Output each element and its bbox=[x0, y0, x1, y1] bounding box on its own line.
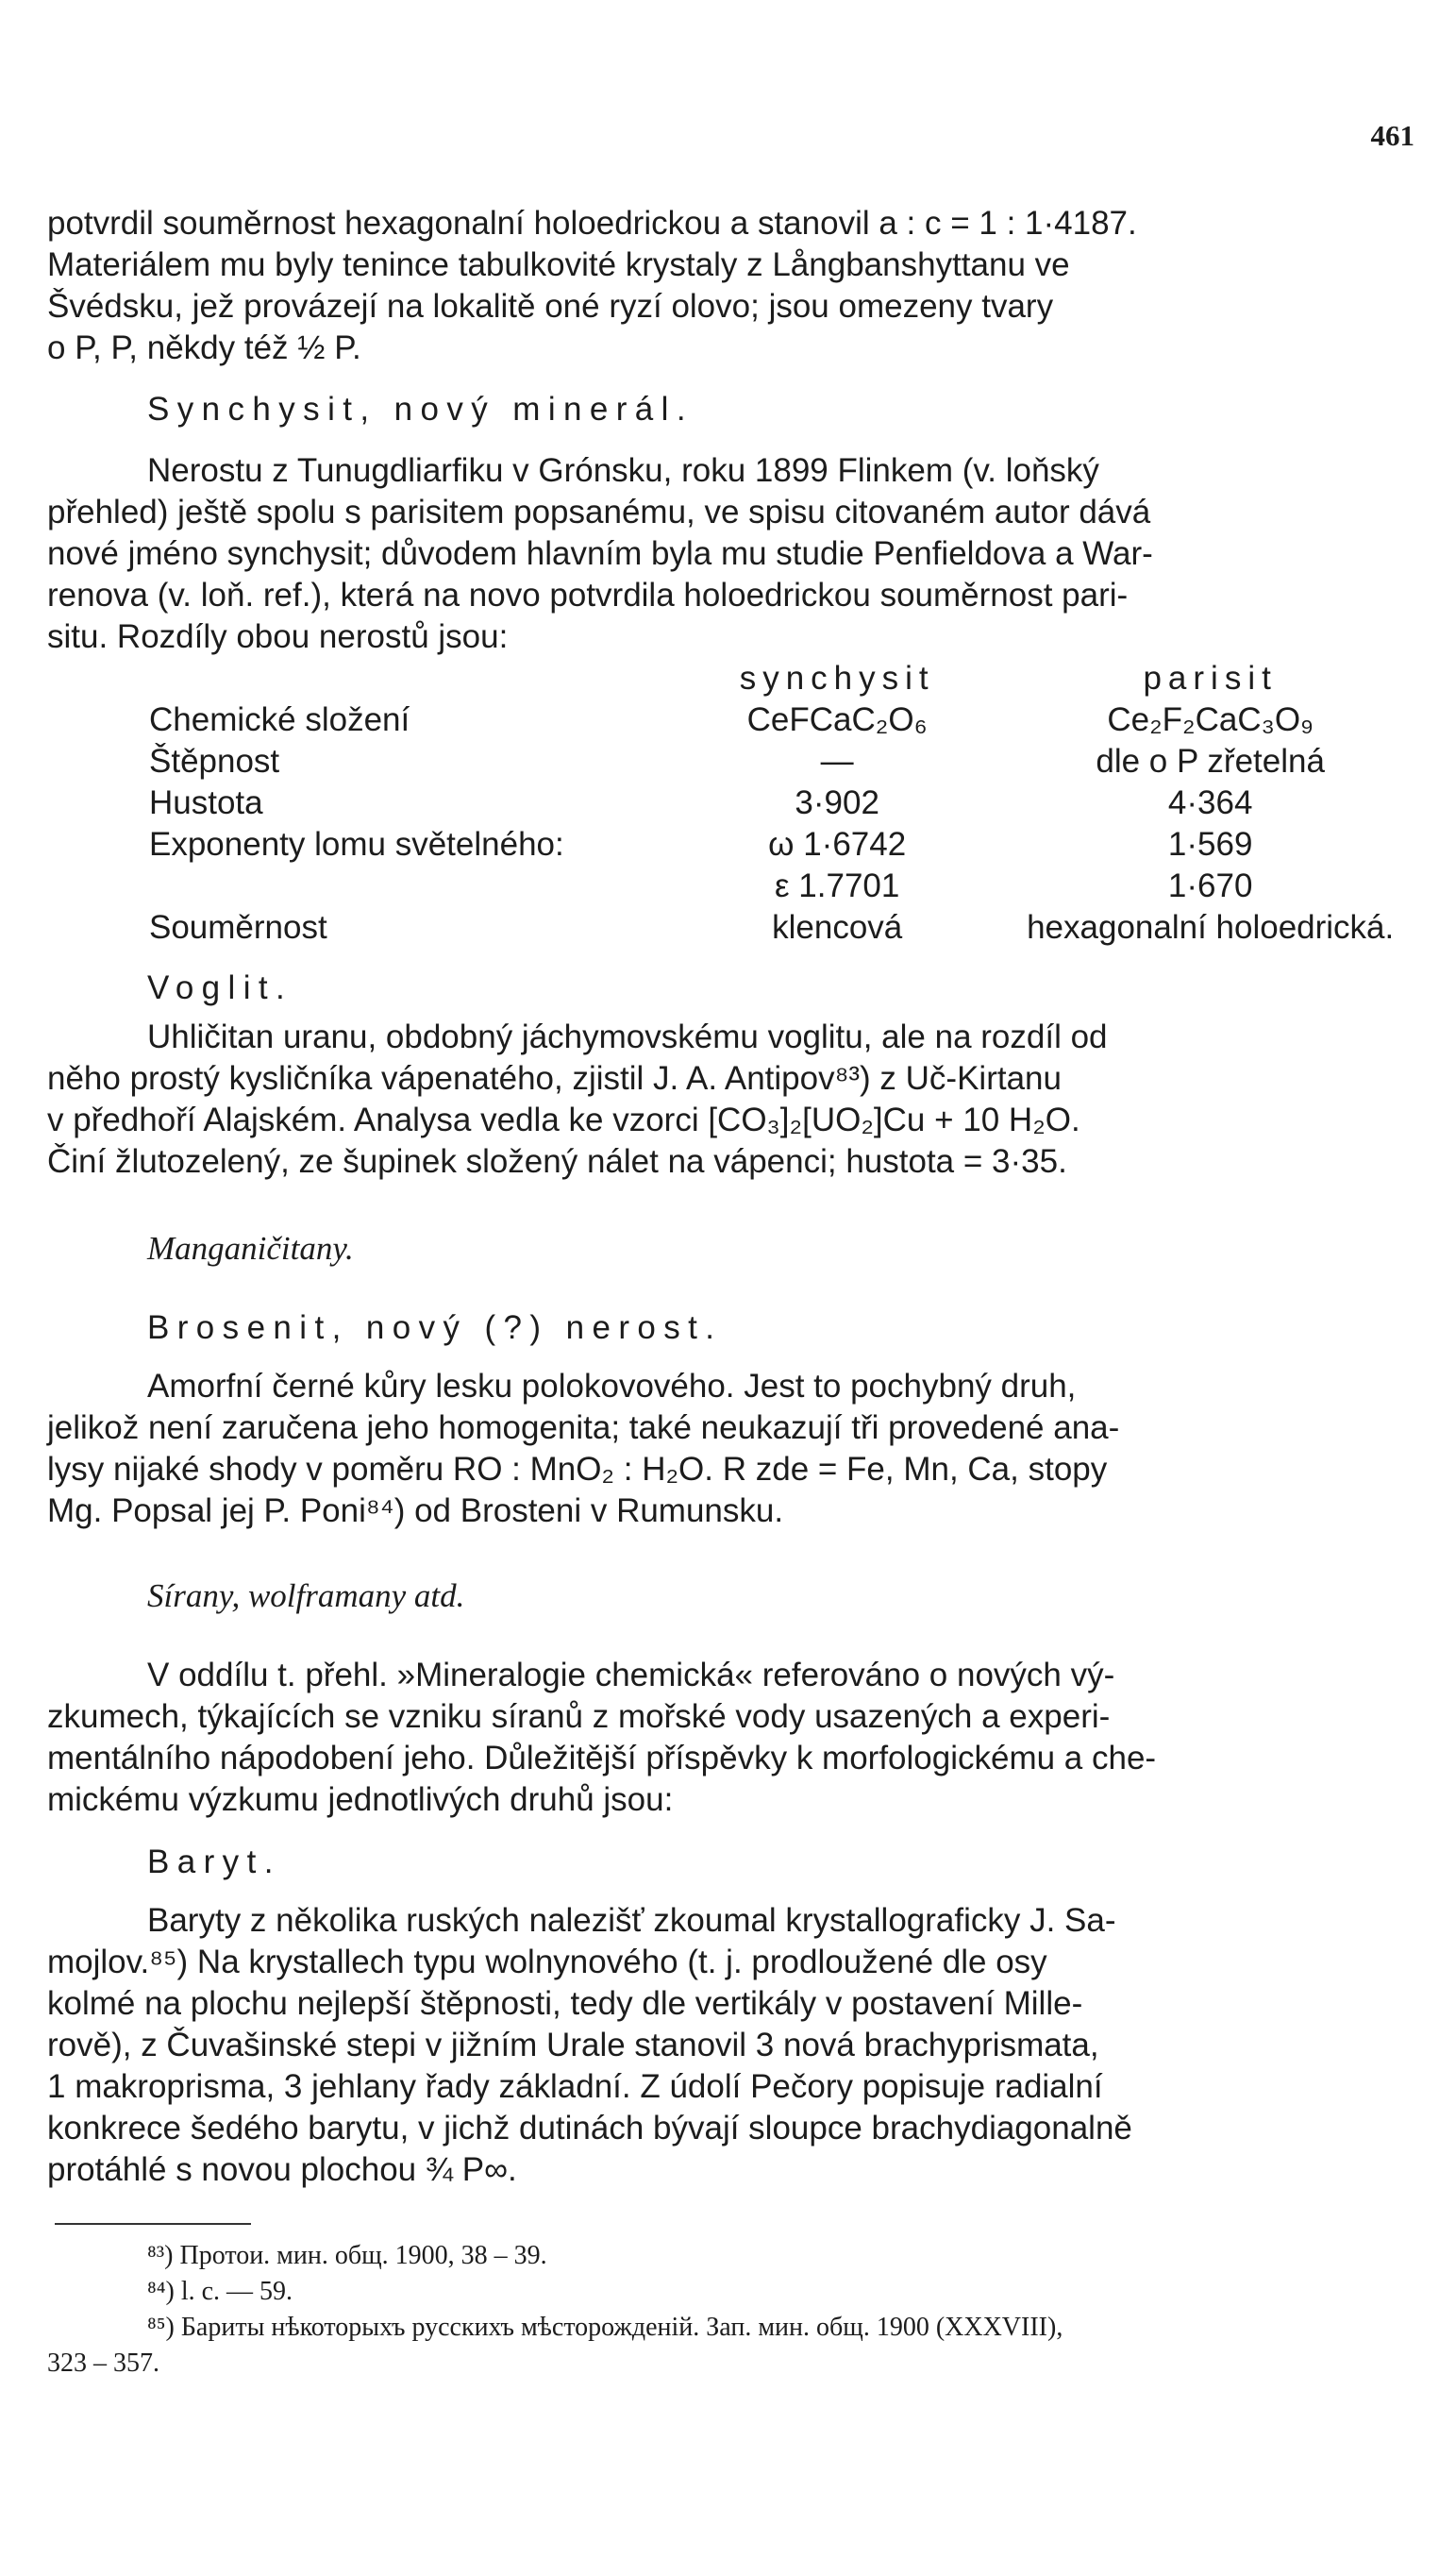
column-header: parisit bbox=[1143, 660, 1278, 697]
table-row bbox=[149, 907, 1415, 949]
baryt-paragraph bbox=[47, 1900, 1415, 1942]
text-line: o P, P, někdy též ½ P. bbox=[47, 329, 361, 366]
subheading-brosenit: Brosenit, nový (?) nerost. bbox=[147, 1309, 723, 1346]
text-line: Švédsku, jež provázejí na lokalitě oné ryzí olovo; jsou omezeny tvary bbox=[47, 288, 1054, 325]
text-line: přehled) ještě spolu s parisitem popsanému, ve spisu citovaném autor dává bbox=[47, 494, 1151, 530]
cell-value: hexagonalní holoedrická. bbox=[1027, 909, 1395, 946]
footnote-cont: 323 – 357. bbox=[47, 2349, 159, 2378]
text-line: konkrece šedého barytu, v jichž dutinách bývají sloupce brachydiagonalně bbox=[47, 2110, 1132, 2147]
cell-value: CeFCaC₂O₆ bbox=[746, 701, 928, 738]
row-label: Štěpnost bbox=[149, 743, 280, 780]
text-line: 1 makroprisma, 3 jehlany řady základní. Z údolí Pečory popisuje radialní bbox=[47, 2068, 1103, 2105]
table-header-row bbox=[149, 658, 1415, 699]
text-line: potvrdil souměrnost hexagonalní holoedrickou a stanovil a : c = 1 : 1·4187. bbox=[47, 205, 1137, 242]
text-line: Baryty z několika ruských nalezišť zkoumal krystallograficky J. Sa- bbox=[147, 1902, 1116, 1939]
section-heading-baryt: Baryt. bbox=[147, 1844, 281, 1880]
footnote: ⁸³) Протои. мин. общ. 1900, 38 – 39. bbox=[147, 2241, 547, 2270]
section-heading-manganicitany: Manganičitany. bbox=[147, 1230, 354, 1267]
text-line: mentálního nápodobení jeho. Důležitější příspěvky k morfologickému a che- bbox=[47, 1740, 1157, 1776]
section-heading-synchysit: Synchysit, nový minerál. bbox=[147, 391, 694, 428]
cell-value: 1·670 bbox=[1167, 867, 1253, 904]
text-column bbox=[47, 203, 1415, 2382]
text-line: V oddílu t. přehl. »Mineralogie chemická« referováno o nových vý- bbox=[147, 1657, 1115, 1693]
text-line: Činí žlutozelený, ze šupinek složený nálet na vápenci; hustota = 3·35. bbox=[47, 1143, 1067, 1180]
text-line: mojlov.⁸⁵) Na krystallech typu wolnynového (t. j. prodloužené dle osy bbox=[47, 1944, 1047, 1980]
text-line: kolmé na plochu nejlepší štěpnosti, tedy dle vertikály v postavení Mille- bbox=[47, 1985, 1083, 2022]
section-heading-voglit: Voglit. bbox=[147, 969, 293, 1006]
synchysit-paragraph bbox=[47, 450, 1415, 492]
row-label: Chemické složení bbox=[149, 701, 410, 738]
intro-paragraph bbox=[47, 203, 1415, 369]
table-row bbox=[149, 824, 1415, 866]
cell-value: 4·364 bbox=[1167, 784, 1253, 821]
text-line: jelikož není zaručena jeho homogenita; také neukazují tři provedené ana- bbox=[47, 1409, 1120, 1446]
footnote: ⁸⁴) l. c. — 59. bbox=[147, 2277, 293, 2306]
baryt-paragraph-cont bbox=[47, 1942, 1415, 2191]
text-line: nové jméno synchysit; důvodem hlavním byla mu studie Penfieldova a War- bbox=[47, 535, 1153, 572]
footnotes bbox=[47, 2238, 1415, 2382]
cell-value: klencová bbox=[772, 909, 903, 946]
row-label: Exponenty lomu světelného: bbox=[149, 826, 564, 863]
page-number: 461 bbox=[1370, 119, 1414, 152]
text-line: mickému výzkumu jednotlivých druhů jsou: bbox=[47, 1781, 674, 1818]
section-heading-sirany: Sírany, wolframany atd. bbox=[147, 1577, 465, 1614]
row-label: Hustota bbox=[149, 784, 263, 821]
cell-value: ε 1.7701 bbox=[774, 867, 900, 904]
column-header: synchysit bbox=[739, 660, 935, 697]
row-label bbox=[149, 866, 669, 907]
text-line: protáhlé s novou plochou ¾ P∞. bbox=[47, 2151, 517, 2188]
brosenit-paragraph-cont bbox=[47, 1407, 1415, 1532]
text-line: renova (v. loň. ref.), která na novo potvrdila holoedrickou souměrnost pari- bbox=[47, 577, 1129, 614]
sirany-paragraph bbox=[47, 1655, 1415, 1696]
text-line: lysy nijaké shody v poměru RO : MnO₂ : H₂O. R zde = Fe, Mn, Ca, stopy bbox=[47, 1451, 1108, 1488]
table-row bbox=[149, 783, 1415, 824]
synchysit-paragraph-cont bbox=[47, 492, 1415, 658]
sirany-paragraph-cont bbox=[47, 1696, 1415, 1821]
cell-value: Ce₂F₂CaC₃O₉ bbox=[1107, 701, 1314, 738]
text-line: v předhoří Alajském. Analysa vedla ke vzorci [CO₃]₂[UO₂]Cu + 10 H₂O. bbox=[47, 1102, 1080, 1138]
row-label: Souměrnost bbox=[149, 909, 327, 946]
voglit-paragraph bbox=[47, 1017, 1415, 1058]
text-line: zkumech, týkajících se vzniku síranů z mořské vody usazených a experi- bbox=[47, 1698, 1111, 1735]
text-line: Nerostu z Tunugdliarfiku v Grónsku, roku 1899 Flinkem (v. loňský bbox=[147, 452, 1099, 489]
cell-value: — bbox=[820, 743, 854, 780]
table-row bbox=[149, 866, 1415, 907]
text-line: situ. Rozdíly obou nerostů jsou: bbox=[47, 618, 509, 655]
table-row bbox=[149, 699, 1415, 741]
text-line: Materiálem mu byly tenince tabulkovité krystaly z Långbanshyttanu ve bbox=[47, 246, 1070, 283]
table-row bbox=[149, 741, 1415, 783]
brosenit-paragraph bbox=[47, 1366, 1415, 1407]
text-line: Mg. Popsal jej P. Poni⁸⁴) od Brosteni v Rumunsku. bbox=[47, 1492, 784, 1529]
cell-value: ω 1·6742 bbox=[768, 826, 907, 863]
comparison-table bbox=[149, 658, 1415, 949]
text-line: Uhličitan uranu, obdobný jáchymovskému voglitu, ale na rozdíl od bbox=[147, 1019, 1108, 1055]
cell-value: 3·902 bbox=[795, 784, 879, 821]
text-line: Amorfní černé kůry lesku polokovového. Jest to pochybný druh, bbox=[147, 1368, 1077, 1405]
footnote: ⁸⁵) Бариты нѣкоторыхъ русскихъ мѣсторожденій. Зап. мин. общ. 1900 (XXXVIII), bbox=[147, 2313, 1063, 2342]
cell-value: 1·569 bbox=[1167, 826, 1253, 863]
voglit-paragraph-cont bbox=[47, 1058, 1415, 1183]
text-line: něho prostý kysličníka vápenatého, zjistil J. A. Antipov⁸³) z Uč-Kirtanu bbox=[47, 1060, 1062, 1097]
text-line: rově), z Čuvašinské stepi v jižním Urale stanovil 3 nová brachyprismata, bbox=[47, 2027, 1099, 2063]
cell-value: dle o P zřetelná bbox=[1096, 743, 1325, 780]
